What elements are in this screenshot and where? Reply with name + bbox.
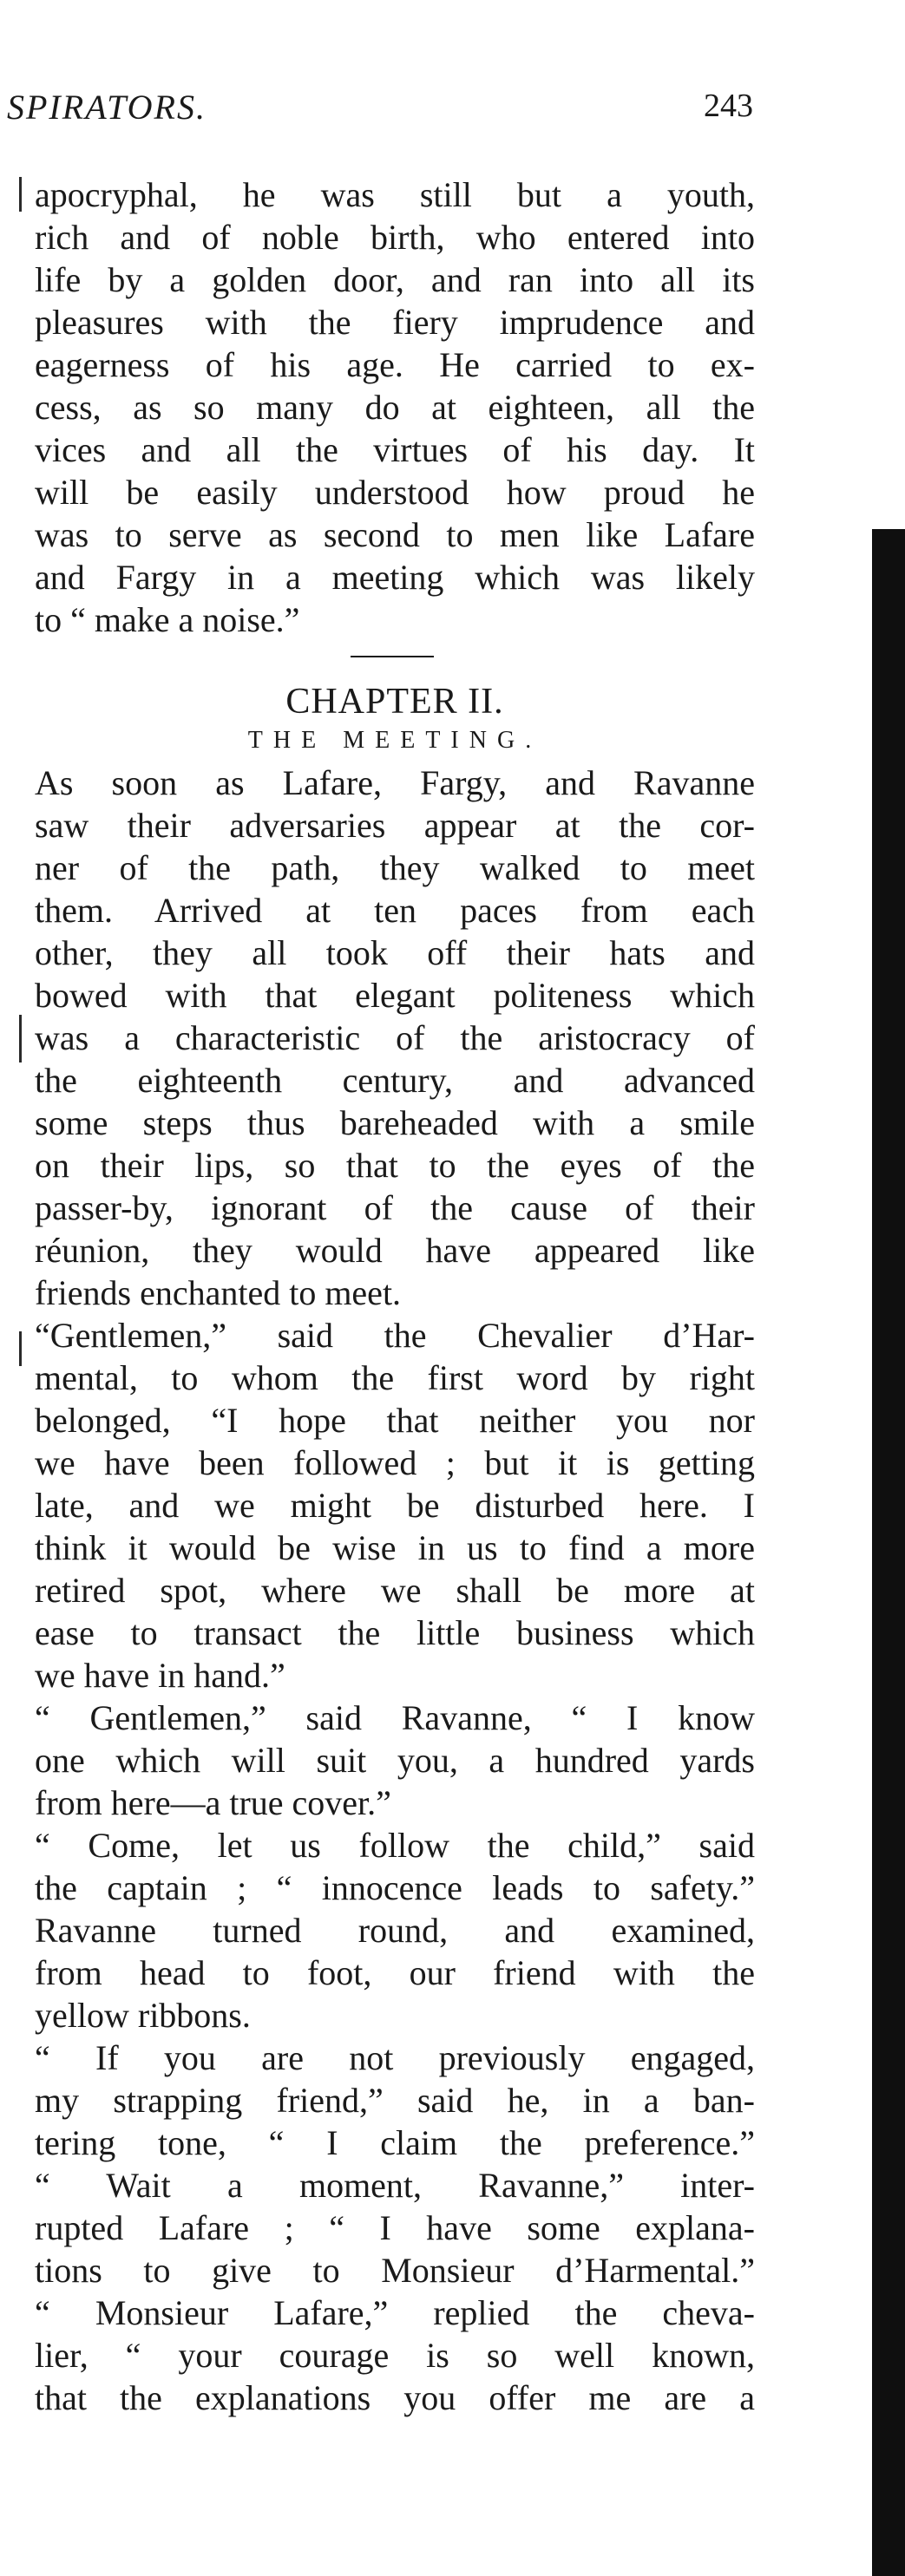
text-line: that the explanations you offer me are a bbox=[35, 2378, 755, 2417]
text-line: Ravanne turned round, and examined, bbox=[35, 1911, 755, 1950]
text-line: rich and of noble birth, who entered into bbox=[35, 218, 755, 257]
text-line: saw their adversaries appear at the cor- bbox=[35, 806, 755, 845]
text-line: we have in hand.” bbox=[35, 1656, 285, 1695]
text-line: tions to give to Monsieur d’Harmental.” bbox=[35, 2251, 755, 2290]
text-line: cess, as so many do at eighteen, all the bbox=[35, 388, 755, 427]
text-line: late, and we might be disturbed here. I bbox=[35, 1486, 755, 1525]
text-line: from head to foot, our friend with the bbox=[35, 1953, 755, 1992]
text-line: passer-by, ignorant of the cause of their bbox=[35, 1188, 755, 1227]
chapter-rule bbox=[351, 656, 434, 657]
text-line: ner of the path, they walked to meet bbox=[35, 848, 755, 887]
text-line: “ Wait a moment, Ravanne,” inter- bbox=[35, 2166, 755, 2205]
text-line: “ Monsieur Lafare,” replied the cheva- bbox=[35, 2293, 755, 2332]
text-line: “ If you are not previously engaged, bbox=[35, 2038, 755, 2077]
text-line: vices and all the virtues of his day. It bbox=[35, 430, 755, 469]
text-line: belonged, “I hope that neither you nor bbox=[35, 1401, 755, 1440]
running-head bbox=[7, 87, 753, 139]
text-line: the eighteenth century, and advanced bbox=[35, 1061, 755, 1100]
text-line: was a characteristic of the aristocracy of bbox=[35, 1018, 755, 1057]
text-line: from here—a true cover.” bbox=[35, 1783, 391, 1822]
text-line: bowed with that elegant politeness which bbox=[35, 976, 755, 1015]
page-edge-shadow bbox=[872, 529, 905, 2576]
text-line: ease to transact the little business which bbox=[35, 1613, 755, 1652]
text-line: mental, to whom the first word by right bbox=[35, 1358, 755, 1397]
text-line: we have been followed ; but it is getting bbox=[35, 1443, 755, 1482]
chapter-title: CHAPTER II. bbox=[285, 682, 504, 722]
text-line: yellow ribbons. bbox=[35, 1996, 251, 2035]
text-line: “ Gentlemen,” said Ravanne, “ I know bbox=[35, 1698, 755, 1737]
text-line: friends enchanted to meet. bbox=[35, 1273, 402, 1312]
text-line: tering tone, “ I claim the preference.” bbox=[35, 2123, 755, 2162]
text-line: life by a golden door, and ran into all its bbox=[35, 260, 755, 299]
text-line: As soon as Lafare, Fargy, and Ravanne bbox=[35, 763, 755, 802]
text-line: them. Arrived at ten paces from each bbox=[35, 891, 755, 930]
chapter-subtitle: THE MEETING. bbox=[247, 727, 542, 754]
text-line: lier, “ your courage is so well known, bbox=[35, 2336, 755, 2375]
text-line: pleasures with the fiery imprudence and bbox=[35, 303, 755, 342]
running-title: SPIRATORS. bbox=[7, 88, 207, 127]
text-line: will be easily understood how proud he bbox=[35, 473, 755, 512]
intro-paragraph bbox=[35, 173, 755, 641]
text-line: some steps thus bareheaded with a smile bbox=[35, 1103, 755, 1142]
text-line: the captain ; “ innocence leads to safety.” bbox=[35, 1868, 755, 1907]
text-line: eagerness of his age. He carried to ex- bbox=[35, 345, 755, 384]
text-line: apocryphal, he was still but a youth, bbox=[35, 175, 755, 214]
page-number: 243 bbox=[704, 88, 753, 124]
text-line: think it would be wise in us to find a more bbox=[35, 1528, 755, 1567]
text-line: rupted Lafare ; “ I have some explana- bbox=[35, 2208, 755, 2247]
text-line: one which will suit you, a hundred yards bbox=[35, 1741, 755, 1780]
chapter-body bbox=[35, 762, 755, 2419]
margin-rule bbox=[19, 177, 22, 212]
text-line: “ Come, let us follow the child,” said bbox=[35, 1826, 755, 1865]
text-line: was to serve as second to men like Lafare bbox=[35, 515, 755, 554]
margin-rule bbox=[19, 1331, 22, 1366]
text-line: other, they all took off their hats and bbox=[35, 933, 755, 972]
margin-rule bbox=[19, 1015, 22, 1062]
text-line: to “ make a noise.” bbox=[35, 600, 300, 639]
text-line: retired spot, where we shall be more at bbox=[35, 1571, 755, 1610]
text-line: my strapping friend,” said he, in a ban- bbox=[35, 2081, 755, 2120]
text-line: on their lips, so that to the eyes of the bbox=[35, 1146, 755, 1185]
text-line: réunion, they would have appeared like bbox=[35, 1231, 755, 1270]
text-line: and Fargy in a meeting which was likely bbox=[35, 558, 755, 597]
text-line: “Gentlemen,” said the Chevalier d’Har- bbox=[35, 1316, 755, 1355]
